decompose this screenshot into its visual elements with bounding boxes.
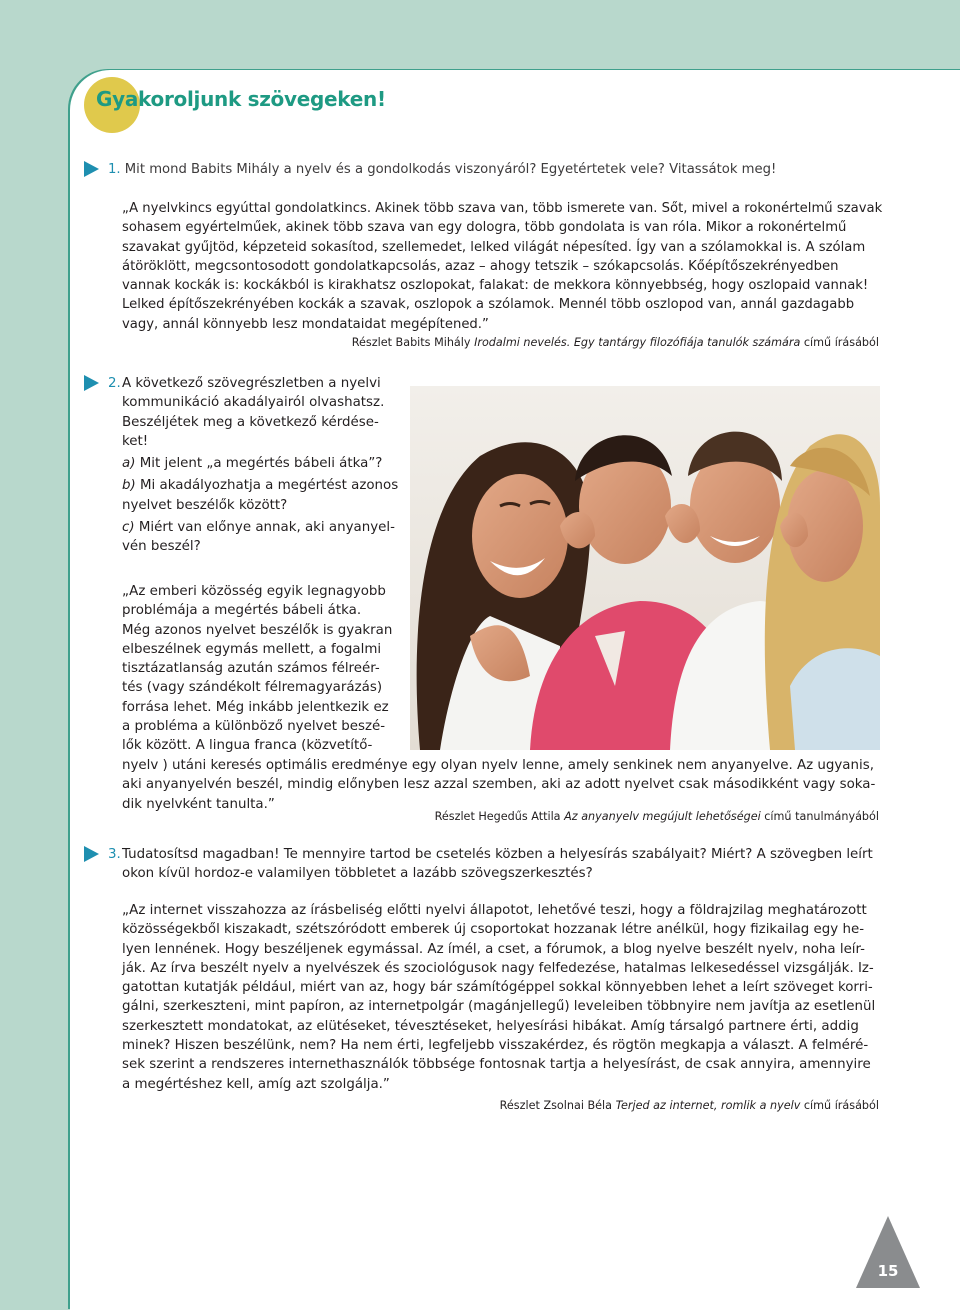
q2-item-text: Mit jelent „a megértés bábeli átka”?	[139, 456, 383, 472]
q2-quote-narrow	[122, 582, 394, 756]
q2-item-b	[122, 476, 399, 495]
q2-number: 2.	[108, 376, 121, 391]
q1-quote-line: átöröklött, megcsontosodott gondolatkapcsolás, azaz – ahogy tetszik – szókapcsolás. Kőépítőszekrényedben	[122, 258, 839, 274]
q2-quote-line: forrása lehet. Még inkább jelentkezik ez	[122, 699, 389, 715]
q2-quote-line: problémája a megértés bábeli átka.	[122, 603, 362, 619]
photo-icon	[410, 386, 880, 750]
q2-item-text: Miért van előnye annak, aki anyanyel-	[138, 520, 395, 536]
q3-number: 3.	[108, 847, 121, 862]
q3-quote-line: minek? Hiszen beszélünk, nem? Ha nem érti, legfeljebb visszakérdez, és rögtön megkapja a választ. A felméré-	[122, 1038, 869, 1054]
q2-prompt-line: kommunikáció akadályairól olvashatsz.	[122, 395, 385, 411]
q3-quote-line: gálni, szerkeszteni, mint papíron, az internetpolgár (magánjellegű) leveleiben többnyire nem javítja az esetlenül	[122, 999, 876, 1015]
q3-quote	[122, 901, 882, 1094]
q2-quote-wide	[122, 756, 882, 814]
q1-source-suffix: című írásából	[800, 336, 879, 349]
q3-marker-icon	[84, 846, 99, 862]
q3-source-suffix: című írásából	[800, 1099, 879, 1112]
q2-quote-line: tés (vagy szándékolt félremagyarázás)	[122, 680, 383, 696]
q2-quote-line: lők között. A lingua franca (közvetítő-	[122, 738, 373, 754]
q3-prompt-line: okon kívül hordoz-e valamilyen többletet a lazább szövegszerkesztés?	[122, 866, 593, 882]
q2-item-letter: c)	[122, 520, 135, 536]
q1-source-prefix: Részlet Babits Mihály	[351, 336, 475, 349]
q1-source-title: Irodalmi nevelés. Egy tantárgy filozófiája tanulók számára	[474, 336, 801, 349]
q1-quote-line: sohasem egyértelműek, akinek több szava van egy dologra, több gondolata is van róla. Mikor a rokonértelmű	[122, 220, 847, 236]
q2-item-letter: b)	[122, 478, 136, 494]
q2-item-c	[122, 518, 395, 537]
q2-quote-line: Még azonos nyelvet beszélők is gyakran	[122, 622, 393, 638]
q1-quote-line: vagy, annál könnyebb lesz mondataidat megépítened.”	[122, 316, 489, 332]
q3-quote-line: a megértéshez kell, amíg azt szolgálja.”	[122, 1076, 390, 1092]
q3-quote-line: gatottan kutatják például, miért van az, hogy bár számítógéppel sokkal könnyebben lehet a leírt szöveget korri-	[122, 980, 873, 996]
q1-number: 1.	[108, 162, 121, 177]
q2-source-prefix: Részlet Hegedűs Attila	[434, 810, 565, 823]
q2-item-letter: a)	[122, 456, 136, 472]
q3-source-prefix: Részlet Zsolnai Béla	[499, 1099, 616, 1112]
q3-source-title: Terjed az internet, romlik a nyelv	[615, 1099, 801, 1112]
q3-quote-line: szerkesztett mondatokat, az elütéseket, tévesztéseket, helyesírási hibákat. Amíg társalgó partnere érti, addig	[122, 1018, 859, 1034]
q2-item-text-cont: vén beszél?	[122, 539, 201, 555]
q3-quote-line: ják. Az írva beszélt nyelv a nyelvészek és szociológusok nagy felfedezése, hatalmas lelkesedéssel vizsgálják. Iz-	[122, 960, 874, 976]
q2-quote-line: a probléma a különböző nyelvet beszé-	[122, 719, 386, 735]
page-number: 15	[877, 1262, 899, 1280]
q2-prompt	[122, 374, 399, 557]
q2-quote-line: nyelv ) utáni keresés optimális eredménye egy olyan nyelv lenne, amely senkinek nem anyanyelve. Az ugyanis,	[122, 758, 874, 773]
q2-source	[435, 809, 879, 824]
q2-prompt-line: Beszéljétek meg a következő kérdése-	[122, 414, 379, 430]
q2-item-a	[122, 454, 392, 473]
q1-quote	[122, 199, 882, 334]
q2-source-title: Az anyanyelv megújult lehetőségei	[564, 810, 761, 823]
q2-item-text: Mi akadályozhatja a megértést azonos	[140, 478, 399, 494]
page-number-tab	[856, 1216, 920, 1288]
q1-quote-line: „A nyelvkincs egyúttal gondolatkincs. Akinek több szava van, több ismerete van. Sőt, mivel a rokonértelmű szavak	[122, 201, 883, 216]
page-heading: Gyakoroljunk szövegeken!	[96, 87, 386, 111]
q2-marker-icon	[84, 375, 99, 391]
q3-quote-line: sek szerint a rendszeres internethasználók többsége fontosnak tartja a helyesírást, de csak annyira, amennyire	[122, 1057, 871, 1073]
q2-quote-line: tisztázatlanság azután számos félreér-	[122, 661, 380, 677]
q3-quote-line: „Az internet visszahozza az írásbeliség előtti nyelvi állapotot, lehetővé teszi, hogy a földrajzilag meghatározott	[122, 903, 867, 918]
q2-item-text-cont: nyelvet beszélők között?	[122, 497, 288, 513]
q1-quote-line: vannak kockák is: kockákból is kirakhatsz oszlopokat, falakat: de mekkora könnyebbség, hogy oszlopaid vannak!	[122, 278, 869, 294]
q1-prompt-text: Mit mond Babits Mihály a nyelv és a gondolkodás viszonyáról? Egyetértetek vele? Vitassátok meg!	[124, 162, 777, 177]
q1-marker-icon	[84, 161, 99, 177]
q3-quote-line: lyen lennének. Hogy beszéljenek egymással. Az ímél, a cset, a fórumok, a blog nyelve beszélt nyelv, noha leír-	[122, 941, 866, 957]
q3-prompt	[122, 845, 882, 884]
friends-photo	[410, 386, 880, 750]
q2-quote-line: elbeszélnek egymás mellett, a fogalmi	[122, 641, 382, 657]
q2-prompt-line: ket!	[122, 433, 149, 449]
q3-prompt-line: Tudatosítsd magadban! Te mennyire tartod be csetelés közben a helyesírás szabályait? Miért? A szövegben leírt	[122, 847, 873, 862]
q1-prompt	[108, 160, 888, 179]
q2-quote-line: aki anyanyelvén beszél, mindig előnyben lesz azzal szemben, aki az adott nyelvet csak másodikként vagy soka-	[122, 777, 876, 793]
q2-quote-line: „Az emberi közösség egyik legnagyobb	[122, 584, 386, 599]
q2-prompt-line: A következő szövegrészletben a nyelvi	[122, 376, 381, 391]
q2-quote-line: dik nyelvként tanulta.”	[122, 796, 275, 812]
q1-quote-line: szavakat gyűjtöd, képzeteid sokasítod, szellemedet, lelked világát népesíted. Így van a szólamokkal is. A szólam	[122, 239, 866, 255]
q3-source	[500, 1098, 879, 1113]
q1-source	[352, 335, 879, 350]
q1-quote-line: Lelked építőszekrényében kockák a szavak, oszlopok a szólamok. Mennél több oszlopod van, annál gazdagabb	[122, 297, 855, 313]
q2-source-suffix: című tanulmányából	[760, 810, 879, 823]
q3-quote-line: közösségekből kiszakadt, szétszóródott emberek új csoportokat hozzanak létre anélkül, hogy fizikailag egy he-	[122, 922, 865, 938]
